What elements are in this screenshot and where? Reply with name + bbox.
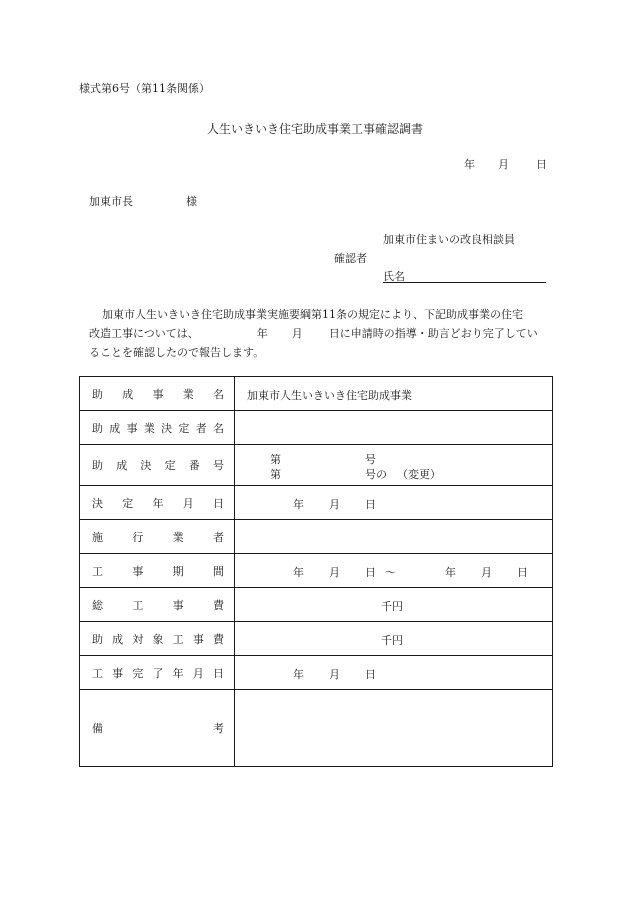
row-label-project-name: 助成事業名 bbox=[80, 377, 235, 411]
row-label-decision-number: 助成決定番号 bbox=[80, 445, 235, 486]
body-line-2 bbox=[89, 325, 559, 341]
table-row bbox=[80, 411, 553, 445]
document-title: 人生いきいき住宅助成事業工事確認調書 bbox=[206, 122, 423, 136]
row-value-decision-date[interactable] bbox=[235, 486, 553, 520]
row-value-project-name[interactable] bbox=[235, 377, 553, 411]
decision-number-change: （変更） bbox=[397, 468, 441, 481]
row-value-total-cost[interactable] bbox=[235, 588, 553, 622]
row-value-remarks[interactable] bbox=[235, 690, 553, 767]
decision-number-suffix-1: 号 bbox=[365, 453, 376, 466]
period-start-year: 年 bbox=[293, 566, 304, 579]
confirmer-label: 確認者 bbox=[334, 252, 367, 265]
decision-date-month: 月 bbox=[329, 498, 340, 511]
row-label-eligible-cost: 助成対象工事費 bbox=[80, 622, 235, 656]
period-end-month: 月 bbox=[481, 566, 492, 579]
date-month-label: 月 bbox=[498, 158, 509, 171]
completion-date-year: 年 bbox=[293, 668, 304, 681]
row-label-contractor: 施行業者 bbox=[80, 520, 235, 554]
row-label-completion-date: 工事完了年月日 bbox=[80, 656, 235, 690]
row-value-contractor[interactable] bbox=[235, 520, 553, 554]
table-row bbox=[80, 622, 553, 656]
confirmer-role: 加東市住まいの改良相談員 bbox=[383, 233, 515, 246]
body-line-2-end: 日に申請時の指導・助言どおり完了してい bbox=[328, 327, 538, 340]
table-row bbox=[80, 554, 553, 588]
period-start-month: 月 bbox=[329, 566, 340, 579]
table-row bbox=[80, 520, 553, 554]
row-value-recipient[interactable] bbox=[235, 411, 553, 445]
completion-date-month: 月 bbox=[329, 668, 340, 681]
date-year-label: 年 bbox=[464, 158, 475, 171]
row-label-recipient: 助成事業決定者名 bbox=[80, 411, 235, 445]
row-label-decision-date: 決定年月日 bbox=[80, 486, 235, 520]
body-line-2-month: 月 bbox=[291, 327, 303, 340]
period-end-year: 年 bbox=[445, 566, 456, 579]
table-row bbox=[80, 656, 553, 690]
confirmer-name-line[interactable] bbox=[383, 282, 546, 283]
decision-date-year: 年 bbox=[293, 498, 304, 511]
period-start-day: 日 bbox=[365, 566, 376, 579]
confirmation-table bbox=[79, 376, 553, 767]
body-line-1: 加東市人生いきいき住宅助成事業実施要綱第11条の規定により、下記助成事業の住宅 bbox=[102, 308, 523, 321]
body-line-3: ることを確認したので報告します。 bbox=[89, 346, 265, 359]
confirmer-name-label: 氏名 bbox=[383, 270, 405, 283]
decision-date-day: 日 bbox=[365, 498, 376, 511]
row-value-construction-period[interactable] bbox=[235, 554, 553, 588]
decision-number-prefix-2: 第 bbox=[270, 468, 281, 481]
period-end-day: 日 bbox=[517, 566, 528, 579]
row-label-total-cost: 総工事費 bbox=[80, 588, 235, 622]
decision-number-suffix-2: 号の bbox=[365, 468, 387, 481]
addressee-honorific: 様 bbox=[186, 195, 197, 208]
project-name-value: 加東市人生いきいき住宅助成事業 bbox=[247, 389, 412, 402]
body-line-2-year: 年 bbox=[256, 327, 268, 340]
table-row bbox=[80, 377, 553, 411]
row-value-decision-number[interactable] bbox=[235, 445, 553, 486]
completion-date-day: 日 bbox=[365, 668, 376, 681]
addressee-name: 加東市長 bbox=[89, 195, 133, 208]
row-value-completion-date[interactable] bbox=[235, 656, 553, 690]
decision-number-prefix-1: 第 bbox=[270, 453, 281, 466]
table-row bbox=[80, 486, 553, 520]
total-cost-unit: 千円 bbox=[381, 600, 403, 613]
form-number: 様式第6号（第11条関係） bbox=[79, 82, 210, 95]
body-line-2-start: 改造工事については、 bbox=[89, 327, 199, 340]
row-label-remarks: 備考 bbox=[80, 690, 235, 767]
row-value-eligible-cost[interactable] bbox=[235, 622, 553, 656]
row-label-construction-period: 工事期間 bbox=[80, 554, 235, 588]
table-row bbox=[80, 588, 553, 622]
table-row bbox=[80, 445, 553, 486]
eligible-cost-unit: 千円 bbox=[381, 634, 403, 647]
period-tilde: ～ bbox=[385, 566, 396, 579]
table-row bbox=[80, 690, 553, 767]
date-day-label: 日 bbox=[536, 158, 547, 171]
